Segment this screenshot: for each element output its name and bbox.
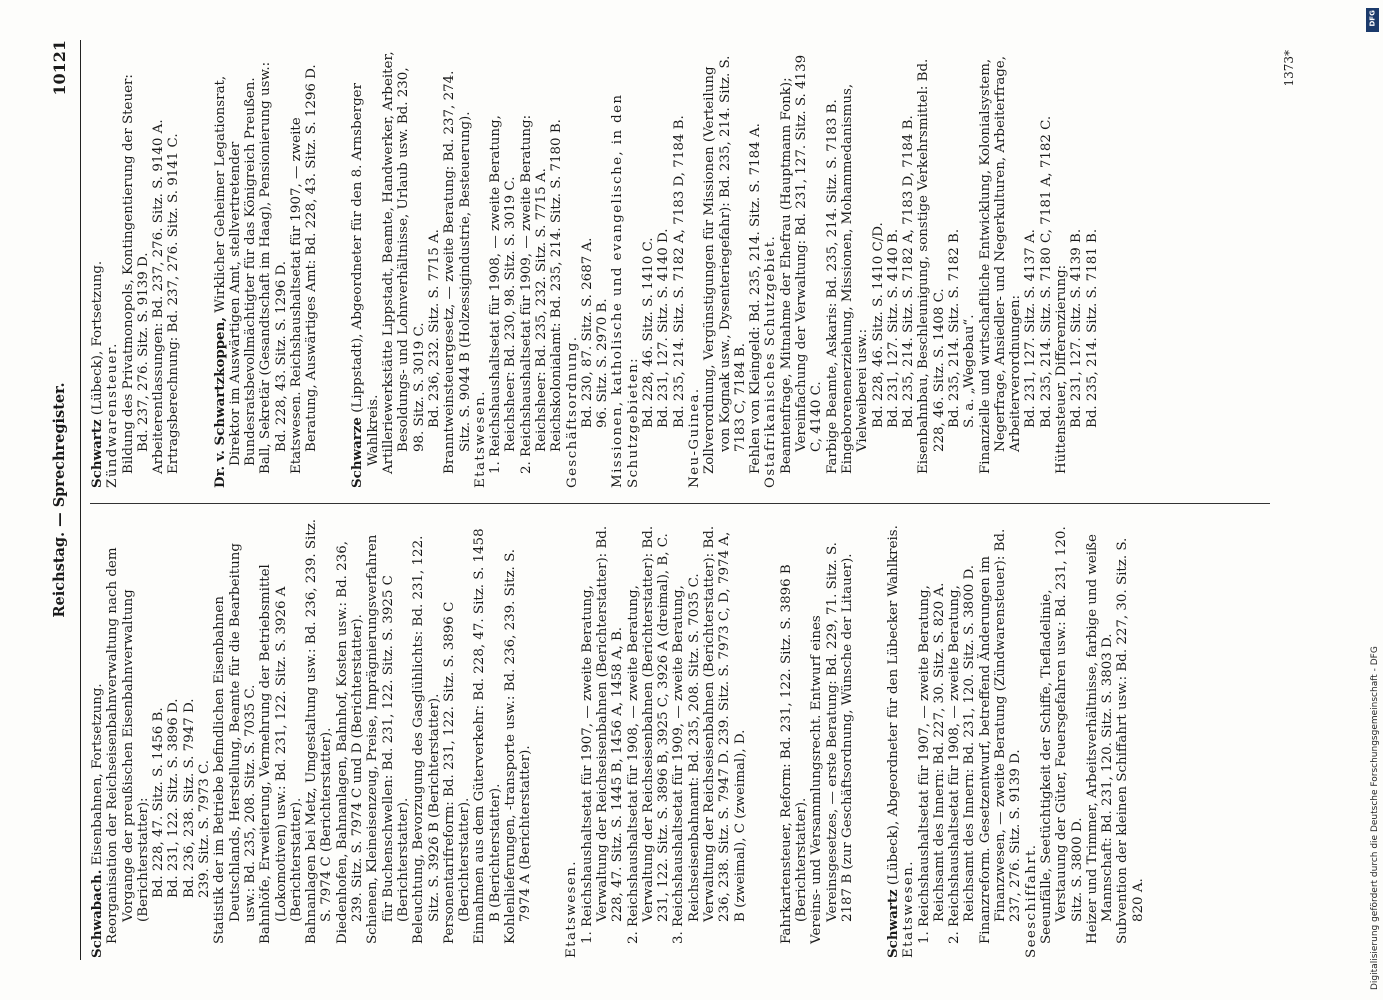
index-entry: Ball, Sekretär (Gesandtschaft im Haag), Pensionierung usw.: Bd. 228, 43. Sitz. S. 1296 D. bbox=[258, 61, 289, 474]
index-entry: Finanzielle und wirtschaftliche Entwicklung, Kolonialsystem, Negerfrage, Ansiedler- und Negerkulturen, Arbeiterfrage, Arbeiterverordnungen: bbox=[977, 56, 1024, 474]
reference-line: Bd. 231, 127. Sitz. S. 4139 B. bbox=[1069, 228, 1085, 428]
left-column bbox=[90, 518, 1146, 958]
person-heading bbox=[213, 48, 259, 488]
reference-line: Bd. 235, 214. Sitz. S. 7180 C, 7181 A, 7182 C. bbox=[1038, 115, 1054, 428]
person-description: Wirklicher Geheimer Legationsrat, Direktor im Auswärtigen Amt, stellvertretender Bundesratsbevollmächtigter für das Königreich Preußen. bbox=[212, 75, 259, 466]
index-entry: Heizer und Trimmer, Arbeitsverhältnisse, farbige und weiße Mannschaft: Bd. 231, 120. Sitz. S. 3803 D. bbox=[1084, 534, 1116, 944]
page-number: 10121 bbox=[50, 40, 69, 96]
index-entry: 1. Reichshaushaltsetat für 1907, — zweite Beratung, Reichsamt des Innern: Bd. 227, 30. Sitz. S. 820 A. bbox=[916, 582, 947, 944]
person-name: Schwartz bbox=[89, 419, 105, 488]
reference-line: Bd. 235, 214. Sitz. S. 7182 B. bbox=[947, 228, 962, 428]
index-entry: Personentarifreform: Bd. 231, 122. Sitz. S. 3896 C (Berichterstatter). bbox=[441, 601, 473, 944]
index-entry: Reorganisation der Reichseisenbahnverwaltung nach dem Vorgange der preußischen Eisenbahnverwaltung (Berichterstatter): bbox=[105, 547, 151, 944]
person-heading bbox=[90, 518, 105, 958]
index-entry: 1. Reichshaushaltsetat für 1907, — zweite Beratung, Verwaltung der Reichseisenbahnen (Berichterstatter): Bd. 228, 47. Sitz. S. 1445 B, 1456 A, 1458 A, B. bbox=[579, 525, 626, 944]
subject-heading: Missionen, katholische und evangelische, in den Schutzgebieten: bbox=[610, 93, 641, 488]
reference-line: Bd. 235, 214. Sitz. S. 7182 A, 7183 D, 7184 B. bbox=[901, 115, 917, 428]
index-entry: Statistik der im Betriebe befindlichen Eisenbahnen Deutschlands, Herstellung, Beamte für die Bearbeitung usw.: Bd. 235, 208. Sitz. S. 7035 C. bbox=[212, 543, 258, 944]
subject-heading: Geschäftsordnung. bbox=[564, 335, 580, 488]
person-description: (Lübeck), Abgeordneter für den Lübecker Wahlkreis. bbox=[886, 525, 901, 890]
reference-line: 96. Sitz. S. 2970 B. bbox=[595, 298, 611, 428]
index-entry: Farbige Beamte, Askaris: Bd. 235, 214. Sitz. S. 7183 B. bbox=[824, 99, 840, 474]
subject-heading: Ostafrikanisches Schutzgebiet. bbox=[763, 234, 779, 488]
index-entry: Beleuchtung, Bevorzugung des Gasglühlichts: Bd. 231, 122. Sitz. S. 3926 B (Berichterstatter). bbox=[411, 535, 442, 944]
index-entry: Arbeiterentlassungen: Bd. 237, 276. Sitz. S. 9140 A. bbox=[151, 119, 167, 474]
reference-line: Bd. 228, 47. Sitz. S. 1456 B. bbox=[151, 707, 167, 898]
index-entry: Fehlen von Kleingeld: Bd. 235, 214. Sitz. S. 7184 A. bbox=[748, 123, 764, 474]
index-entry: Zollverordnung, Vergünstigungen für Missionen (Verteilung von Kognak usw., Dysenteriegefahr): Bd. 235, 214. Sitz. S. 7183 C, 7184 B. bbox=[702, 55, 748, 474]
reference-line: Bd. 235, 214. Sitz. S. 7182 A, 7183 D, 7184 B. bbox=[671, 115, 687, 428]
person-name: Dr. v. Schwartzkoppen, bbox=[211, 317, 228, 488]
reference-line: Bd. 231, 127. Sitz. S. 4140 D. bbox=[656, 228, 672, 428]
reference-line: S. a. „Wegebau“. bbox=[962, 314, 978, 428]
reference-line: Bd. 231, 127. Sitz. S. 4140 B. bbox=[885, 228, 901, 428]
subject-heading: Etatswesen. bbox=[564, 860, 580, 958]
index-entry: Bildung des Privatmonopols, Kontingentierung der Steuer: Bd. 237, 276. Sitz. S. 9139 D. bbox=[120, 74, 151, 474]
index-entry: 2. Reichshaushaltsetat für 1908, — zweite Beratung, Reichsamt des Innern: Bd. 231, 120. Sitz. S. 3800 D. bbox=[947, 564, 978, 944]
reference-line: Bd. 231, 122. Sitz. S. 3896 D. bbox=[166, 698, 182, 898]
index-entry: Einnahmen aus dem Güterverkehr: Bd. 228, 47. Sitz. S. 1458 B (Berichterstatter). bbox=[472, 528, 503, 944]
reference-line: Bd. 235, 214. Sitz. S. 7181 B. bbox=[1084, 228, 1100, 428]
person-name: Schwarze bbox=[349, 417, 366, 488]
entry-gap bbox=[333, 48, 337, 488]
index-entry: Eingeborenenerziehung, Missionen, Mohammedanismus, Vielweiberei usw.: bbox=[839, 83, 871, 474]
index-entry: Bahnanlagen bei Metz, Umgestaltung usw.: Bd. 236, 239. Sitz. S. 7974 C (Berichterstatter). bbox=[304, 518, 335, 944]
index-entry: Branntweinsteuergesetz, — zweite Beratung: Bd. 237, 274. Sitz. S. 9044 B (Holzessigindustrie, Besteuerung). bbox=[442, 70, 473, 474]
person-heading bbox=[886, 518, 901, 958]
index-entry: 1. Reichshaushaltsetat für 1908, — zweite Beratung, Reichsheer: Bd. 230, 98. Sitz. S. 3019 C. bbox=[488, 115, 519, 474]
index-entry: Hüttensteuer, Differenzierung: bbox=[1054, 264, 1070, 474]
index-entry: Ertragsberechnung: Bd. 237, 276. Sitz. S. 9141 C. bbox=[166, 133, 182, 474]
index-entry: Subvention der kleinen Schiffahrt usw.: Bd. 227, 30. Sitz. S. 820 A. bbox=[1115, 537, 1146, 944]
person-description: (Lippstadt), Abgeordneter für den 8. Arnsberger Wahlkreis. bbox=[350, 83, 381, 466]
right-column bbox=[90, 48, 1100, 488]
index-entry: Fahrkartensteuer, Reform: Bd. 231, 122. Sitz. S. 3896 B (Berichterstatter). bbox=[778, 564, 810, 944]
index-entry: Kohlenlieferungen, -transporte usw.: Bd. 236, 239. Sitz. S. 7974 A (Berichterstatter). bbox=[503, 548, 534, 944]
entry-gap bbox=[195, 48, 199, 488]
running-title: Reichstag. — Sprechregister. bbox=[51, 382, 68, 618]
index-entry: Diedenhofen, Bahnanlagen, Bahnhof, Kosten usw.: Bd. 236, 239. Sitz. S. 7974 C und D (Berichterstatter). bbox=[334, 541, 366, 944]
subject-heading: Zündwarensteuer. bbox=[105, 342, 121, 488]
index-entry: Bahnhöfe, Erweiterung, Vermehrung der Betriebsmittel (Lokomotiven) usw.: Bd. 231, 122. Sitz. S. 3926 A (Berichterstatter). bbox=[258, 564, 304, 944]
column-divider bbox=[90, 503, 1270, 504]
person-heading bbox=[90, 48, 105, 488]
entry-gap bbox=[761, 518, 765, 958]
entry-gap bbox=[869, 518, 873, 958]
index-entry: Beamtenfrage, Mitnahme der Ehefrau (Hauptmann Fonk); Vereinfachung der Verwaltung: Bd. 231, 127. Sitz. S. 4139 C, 4140 C. bbox=[778, 54, 825, 474]
person-heading bbox=[350, 48, 381, 488]
subject-heading: Seeschiffahrt. bbox=[1023, 843, 1039, 958]
signature-mark: 1373* bbox=[1282, 50, 1296, 87]
index-entry: Vereins- und Versammlungsrecht. Entwurf eines Vereinsgesetzes, — erste Beratung: Bd. 229, 71. Sitz. S. 2187 B (zur Geschäftsordnung, Wünsche der Litauer). bbox=[809, 542, 855, 944]
index-entry: Eisenbahnbau, Beschleunigung, sonstige Verkehrsmittel: Bd. 228, 46. Sitz. S. 1408 C. bbox=[916, 58, 947, 474]
rotated-register-page bbox=[46, 30, 1336, 970]
reference-line: Bd. 236, 232. Sitz. S. 7715 A. bbox=[426, 229, 442, 428]
index-entry: Schienen, Kleineisenzeug, Preise, Imprägnierungsverfahren für Buchenschwellen: Bd. 231, 122. Sitz. S. 3925 C (Berichterstatter). bbox=[365, 534, 411, 944]
reference-line: 239. Sitz. S. 7973 C. bbox=[197, 759, 213, 898]
reference-line: Bd. 230, 87. Sitz. S. 2687 A. bbox=[579, 237, 595, 428]
subject-heading: Etatswesen. bbox=[901, 860, 917, 958]
reference-line: Bd. 228, 46. Sitz. S. 1410 C. bbox=[641, 237, 657, 428]
index-entry: 3. Reichshaushaltsetat für 1909, — zweite Beratung, Reichseisenbahnamt: Bd. 235, 208. Sitz. S. 7035 C. Verwaltung der Reichseisenbahnen (Berichterstatter): Bd. 236, 238. Sitz. S. 7947 D. 239. Sitz. S. 7973 C, D, 7974 A, B (zweimal), C (zweimal), D. bbox=[671, 525, 748, 944]
entry-gap bbox=[547, 518, 551, 958]
reference-line: Bd. 231, 127. Sitz. S. 4137 A. bbox=[1023, 229, 1039, 428]
subject-heading: Neu-Guinea. bbox=[686, 387, 702, 488]
index-entry: 2. Reichshaushaltsetat für 1908, — zweite Beratung, Verwaltung der Reichseisenbahnen (Berichterstatter): Bd. 231, 122. Sitz. S. 3896 B, 3925 C, 3926 A (dreimal), B, C. bbox=[625, 525, 672, 944]
index-entry: Artilleriewerkstätte Lippstadt, Beamte, Handwerker, Arbeiter, Besoldungs- und Lohnverhältnisse, Urlaub usw. Bd. 230, 98. Sitz. S. 3019 C. bbox=[381, 51, 427, 474]
subject-heading: Etatswesen. bbox=[472, 390, 488, 488]
index-entry: Seeunfälle, Seetüchtigkeit der Schiffe, Tiefladelinie, Verstauung der Güter, Feuersgefahren usw.: Bd. 231, 120. Sitz. S. 3800 D. bbox=[1038, 526, 1085, 944]
person-description: (Lübeck), Fortsetzung. bbox=[90, 260, 105, 420]
index-entry: Etatswesen. Reichshaushaltsetat für 1907, — zweite Beratung, Auswärtiges Amt: Bd. 228, 43. Sitz. S. 1296 D. bbox=[289, 64, 320, 474]
person-name: Schwabach. bbox=[89, 869, 105, 958]
person-name: Schwartz bbox=[885, 889, 901, 958]
page-header bbox=[46, 40, 81, 960]
index-entry: Finanzreform. Gesetzentwurf, betreffend Änderungen im Finanzwesen, — zweite Beratung (Zündwarensteuer): Bd. 237, 276. Sitz. S. 9139 D. bbox=[977, 528, 1024, 944]
person-description: Eisenbahnen, Fortsetzung. bbox=[90, 683, 105, 870]
dfg-logo: DFG bbox=[1366, 8, 1379, 32]
reference-line: Bd. 228, 46. Sitz. S. 1410 C/D. bbox=[870, 222, 886, 428]
digitization-credit: Digitalisierung gefördert durch die Deutsche Forschungsgemeinschaft - DFG bbox=[1370, 646, 1380, 990]
index-entry: 2. Reichshaushaltsetat für 1909, — zweite Beratung: Reichsheer: Bd. 235, 232. Sitz. S. 7715 A. Reichskolonialamt: Bd. 235, 214. Sitz. S. 7180 B. bbox=[518, 114, 565, 474]
reference-line: Bd. 236, 238. Sitz. S. 7947 D. bbox=[181, 698, 197, 898]
